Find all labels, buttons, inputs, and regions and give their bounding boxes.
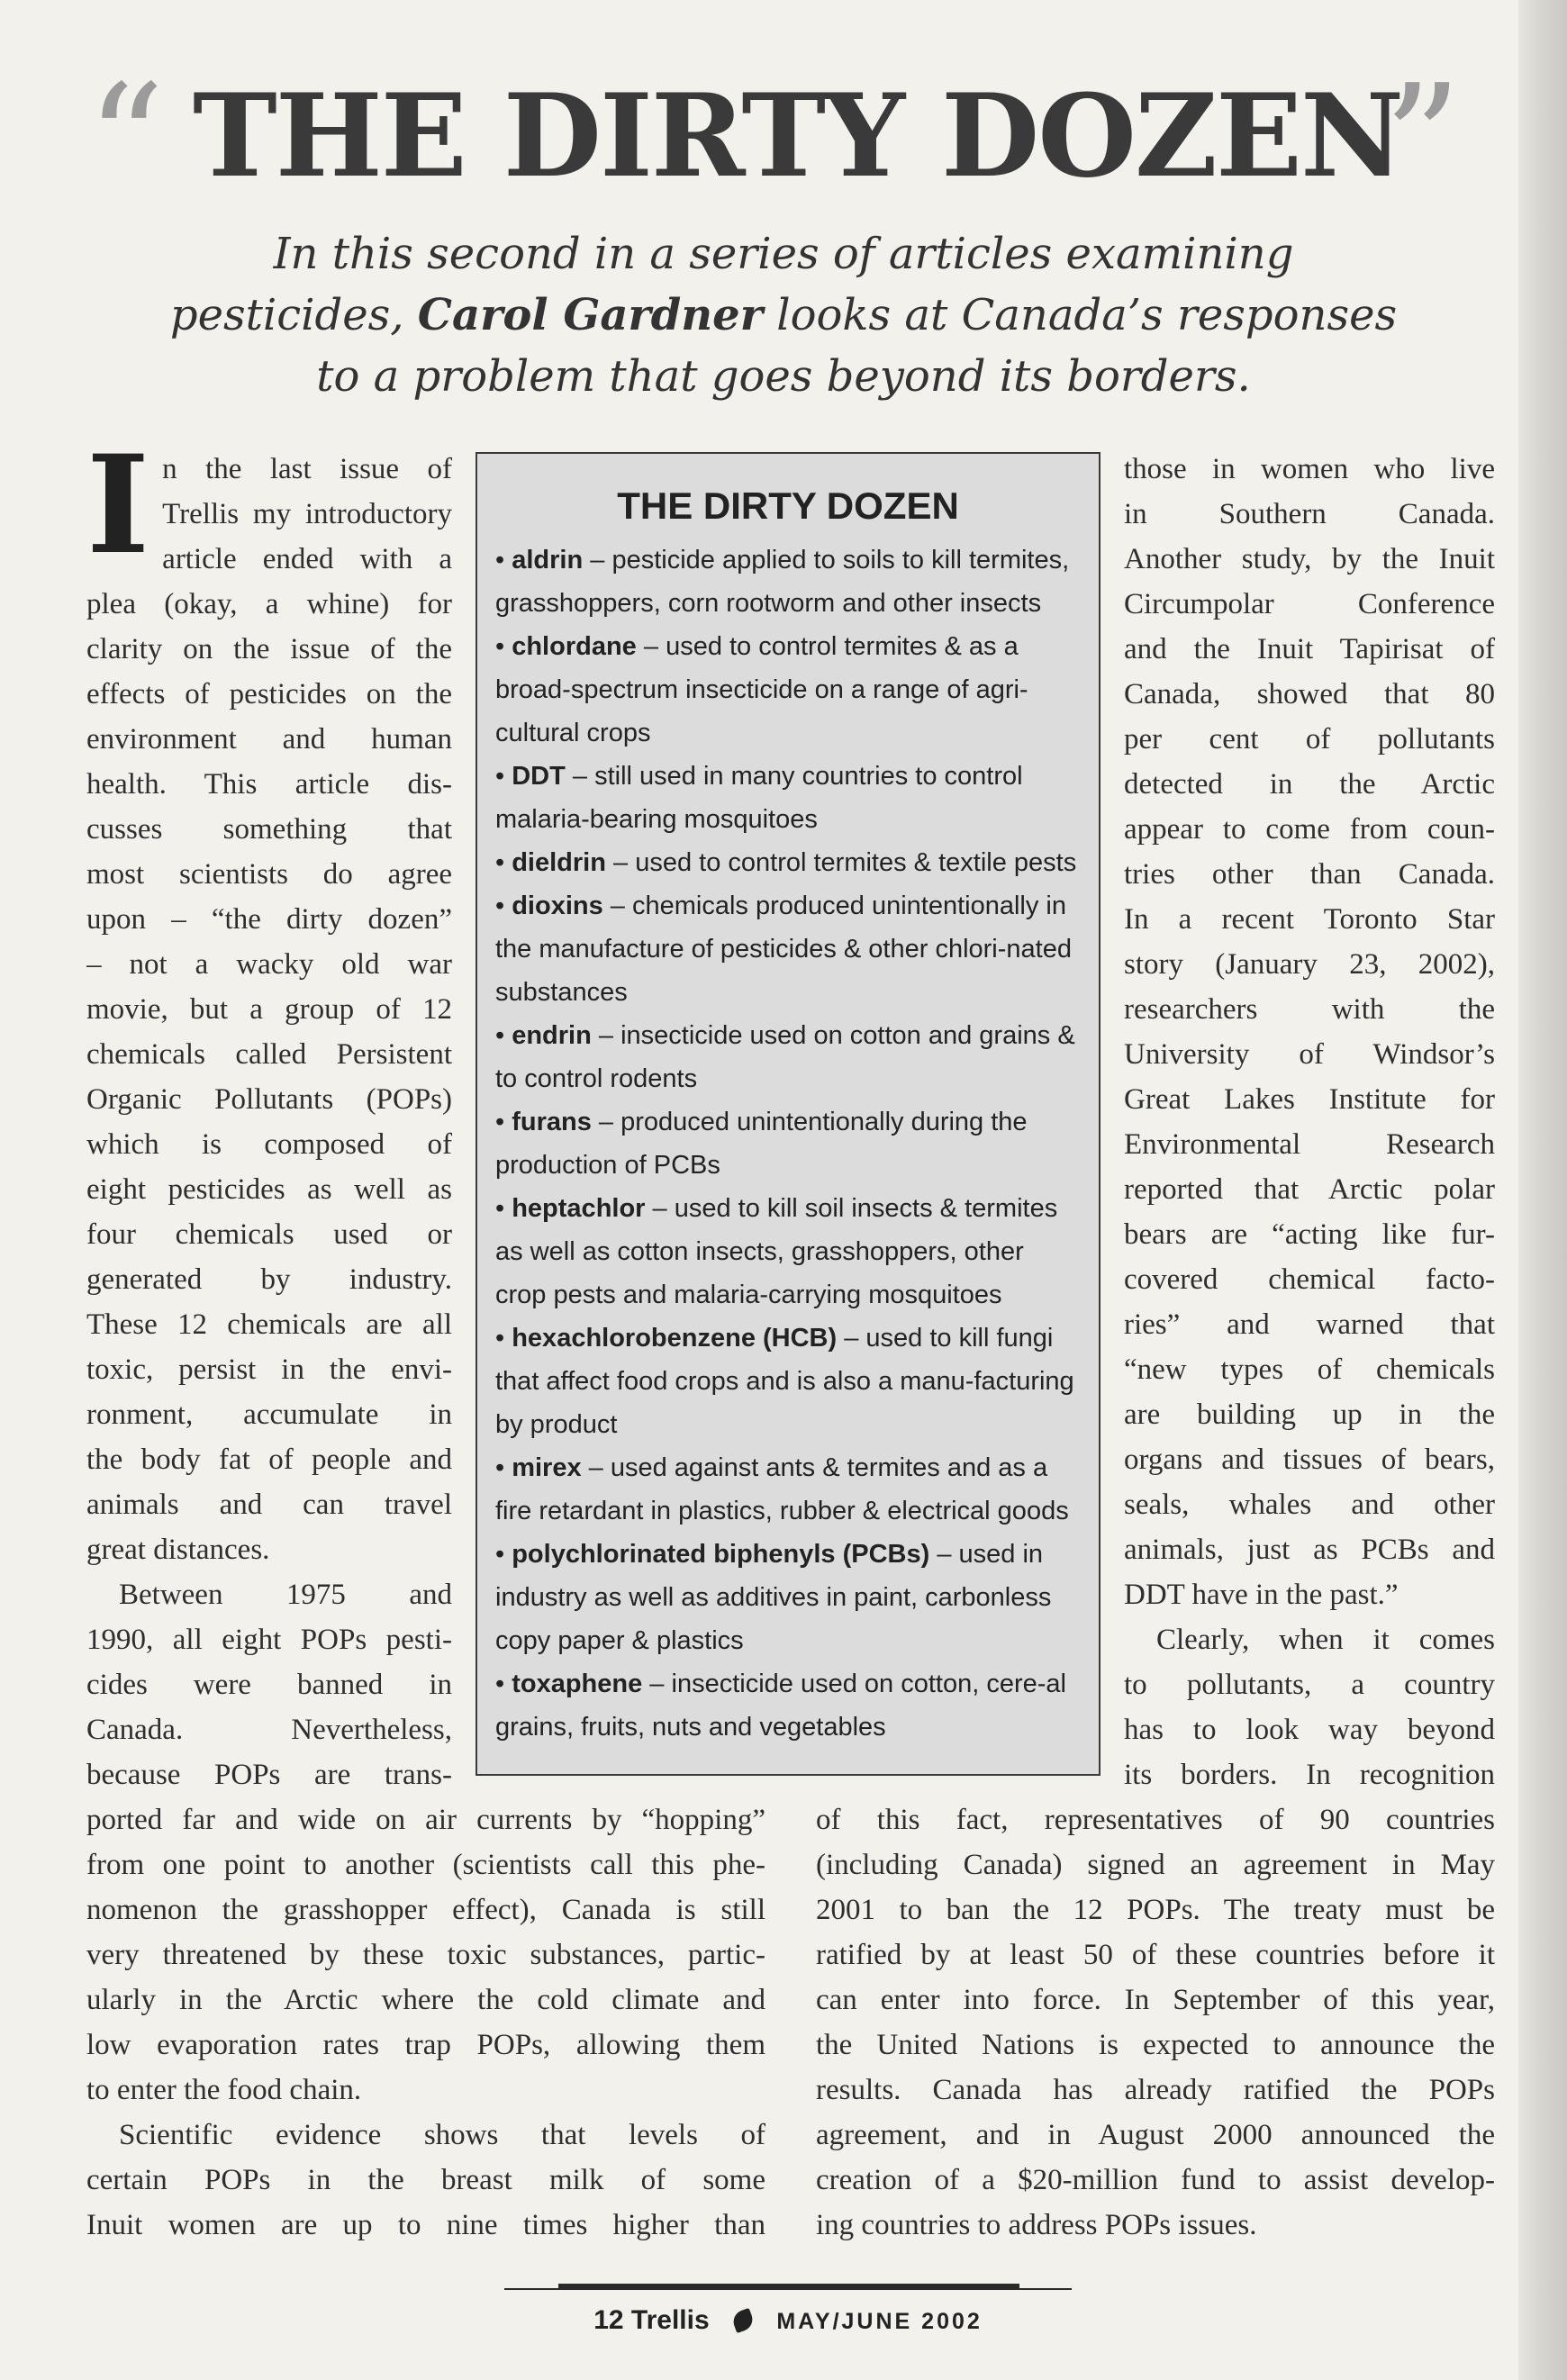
article-column-1 [86,426,452,1797]
dash: – [642,1670,672,1698]
sidebar-title: THE DIRTY DOZEN [617,484,959,527]
text-line: 1990, all eight POPs pesti- [86,1624,452,1656]
text-line: toxic, persist in the envi- [86,1353,452,1386]
text-line: DDT have in the past.” [1124,1579,1399,1611]
chemical-name: chlordane [512,632,637,661]
text-line: appear to come from coun- [1124,813,1495,846]
sidebar-item [495,841,1081,884]
text-line: University of Windsor’s [1124,1038,1495,1071]
text-line: tries other than Canada. [1124,858,1495,891]
dash: – [581,1453,611,1482]
bullet-icon: • [495,1540,512,1569]
text-line: ported far and wide on air currents by “hopping” [86,1804,765,1836]
article-column-1-lower [86,1797,765,2248]
paragraph-3-continued [1124,447,1495,1617]
text-line: has to look way beyond [1124,1714,1495,1746]
open-quote-mark: “ [86,52,165,231]
text-line: organs and tissues of bears, [1124,1443,1495,1476]
text-line: These 12 chemicals are all [86,1308,452,1341]
chemical-name: polychlorinated biphenyls (PCBs) [512,1540,930,1569]
chemical-description: used to kill soil insects & termites as well as cotton insects, grasshoppers, other crop pests and malaria-carrying mosquitoes [495,1194,1058,1309]
text-line: and the Inuit Tapirisat of [1124,633,1495,665]
chemical-name: mirex [512,1453,582,1482]
dirty-dozen-sidebar [476,452,1101,1776]
article-column-3-lower [816,1797,1495,2248]
text-line: of this fact, representatives of 90 countries [816,1804,1495,1836]
bullet-icon: • [495,1108,512,1136]
text-line: Great Lakes Institute for [1124,1083,1495,1116]
article-column-3 [1124,447,1495,1797]
text-line: Another study, by the Inuit [1124,543,1495,575]
author-name: Carol Gardner [417,290,764,340]
text-line: which is composed of [86,1128,452,1161]
text-line: nomenon the grasshopper effect), Canada is still [86,1894,765,1926]
text-line: upon – “the dirty dozen” [86,903,452,936]
text-line: its borders. In recognition [1124,1759,1495,1791]
dash: – [929,1540,959,1569]
text-line: to enter the food chain. [86,2074,362,2106]
text-line: environment and human [86,723,452,756]
text-line: in Southern Canada. [1124,498,1495,530]
text-line: ratified by at least 50 of these countries before it [816,1939,1495,1971]
text-line: creation of a $20-million fund to assist develop- [816,2164,1495,2196]
bullet-icon: • [495,848,512,877]
dash: – [583,546,612,575]
text-line: great distances. [86,1534,270,1566]
text-line: movie, but a group of 12 [86,993,452,1026]
text-line: (including Canada) signed an agreement in May [816,1849,1495,1881]
text-line: agreement, and in August 2000 announced the [816,2119,1495,2151]
text-line: low evaporation rates trap POPs, allowing them [86,2029,765,2061]
chemical-description: used against ants & termites and as a fire retardant in plastics, rubber & electrical goods [495,1453,1069,1525]
text-line: Between 1975 and [119,1579,452,1611]
chemical-description: insecticide used on cotton, cere-al grains, fruits, nuts and vegetables [495,1670,1066,1742]
chemical-description: used to control termites & textile pests [635,848,1077,877]
bullet-icon: • [495,546,512,575]
chemical-description: produced unintentionally during the production of PCBs [495,1108,1028,1180]
text-line: bears are “acting like fur- [1124,1218,1495,1251]
chemical-name: dioxins [512,891,603,920]
text-line: eight pesticides as well as [86,1173,452,1206]
text-line: Trellis my introductory [162,498,452,530]
deck [108,223,1459,407]
dash: – [645,1194,675,1223]
dash: – [605,848,636,877]
dash: – [602,891,632,920]
text-line: “new types of chemicals [1124,1353,1495,1386]
text-line: ronment, accumulate in [86,1398,452,1431]
text-line: can enter into force. In September of this year, [816,1984,1495,2016]
text-line: because POPs are trans- [86,1759,452,1791]
text-line: plea (okay, a whine) for [86,588,452,620]
text-line: are building up in the [1124,1398,1495,1431]
text-line: ries” and warned that [1124,1308,1495,1341]
text-line: reported that Arctic polar [1124,1173,1495,1206]
bullet-icon: • [495,1194,512,1223]
chemical-name: dieldrin [512,848,606,877]
dash: – [591,1108,621,1136]
text-line: Scientific evidence shows that levels of [119,2119,765,2151]
sidebar-item [495,755,1081,841]
text-line: animals, just as PCBs and [1124,1534,1495,1566]
text-line: Circumpolar Conference [1124,588,1495,620]
publication-name: Trellis [630,2305,710,2335]
text-line: most scientists do agree [86,858,452,891]
text-line: Inuit women are up to nine times higher than [86,2209,765,2241]
page-footer [504,2305,1072,2336]
text-line: effects of pesticides on the [86,678,452,710]
dash: – [636,632,666,661]
text-line: certain POPs in the breast milk of some [86,2164,765,2196]
bullet-icon: • [495,1453,512,1482]
chemical-name: heptachlor [512,1194,646,1223]
paragraph-4-continued [816,1797,1495,2248]
footer-rule-bold [558,2284,1019,2289]
sidebar-item [495,884,1081,1014]
sidebar-item [495,1662,1081,1749]
chemical-name: DDT [512,762,566,791]
text-line: – not a wacky old war [86,948,452,981]
chemical-description: still used in many countries to control malaria-bearing mosquitoes [495,762,1023,834]
chemical-name: hexachlorobenzene (HCB) [512,1324,838,1353]
bullet-icon: • [495,891,512,920]
text-line: detected in the Arctic [1124,768,1495,801]
text-line: ularly in the Arctic where the cold climate and [86,1984,765,2016]
text-line: clarity on the issue of the [86,633,452,665]
bullet-icon: • [495,1021,512,1050]
chemical-name: furans [512,1108,592,1136]
text-line: those in women who live [1124,453,1495,485]
close-quote-mark: ” [1383,52,1462,231]
text-line: covered chemical facto- [1124,1263,1495,1296]
text-line: health. This article dis- [86,768,452,801]
paragraph-4 [1124,1617,1495,1797]
leaf-icon [730,2308,756,2333]
issue-date: MAY/JUNE 2002 [776,2309,983,2334]
deck-text: pesticides, [169,290,404,340]
text-line: Environmental Research [1124,1128,1495,1161]
text-line: In a recent Toronto Star [1124,903,1495,936]
dash: – [565,762,595,791]
text-line: Organic Pollutants (POPs) [86,1083,452,1116]
chemical-description: used in industry as well as additives in paint, carbonless copy paper & plastics [495,1540,1052,1655]
dash: – [591,1021,621,1050]
text-line: the United Nations is expected to announce the [816,2029,1495,2061]
deck-line-1: In this second in a series of articles examining [273,229,1294,279]
text-line: cusses something that [86,813,452,846]
chemical-name: toxaphene [512,1670,643,1698]
text-line: Clearly, when it comes [1156,1624,1495,1656]
sidebar-item [495,1446,1081,1533]
sidebar-item [495,1533,1081,1662]
text-line: Canada. Nevertheless, [86,1714,452,1746]
text-line: n the last issue of [162,453,452,485]
text-line: 2001 to ban the 12 POPs. The treaty must be [816,1894,1495,1926]
bullet-icon: • [495,762,512,791]
chemical-description: pesticide applied to soils to kill termites, grasshoppers, corn rootworm and other insects [495,546,1070,618]
text-line: chemicals called Persistent [86,1038,452,1071]
sidebar-item [495,1187,1081,1317]
sidebar-item [495,1100,1081,1187]
bullet-icon: • [495,1324,512,1353]
dash: – [837,1324,866,1353]
text-line: per cent of pollutants [1124,723,1495,756]
paragraph-2-continued [86,1797,765,2113]
sidebar-item [495,538,1081,625]
paragraph-3 [86,2113,765,2248]
page-title: THE DIRTY DOZEN [193,69,1403,203]
bullet-icon: • [495,632,512,661]
chemical-description: used to kill fungi that affect food crops and is also a manu-facturing by product [495,1324,1074,1439]
text-line: very threatened by these toxic substances, partic- [86,1939,765,1971]
deck-line-3: to a problem that goes beyond its borders. [316,351,1251,402]
text-line: the body fat of people and [86,1443,452,1476]
chemical-name: aldrin [512,546,584,575]
paragraph-2 [86,1572,452,1797]
text-line: results. Canada has already ratified the POPs [816,2074,1495,2106]
text-line: story (January 23, 2002), [1124,948,1495,981]
text-line: Canada, showed that 80 [1124,678,1495,710]
text-line: from one point to another (scientists call this phe- [86,1849,765,1881]
text-line: to pollutants, a country [1124,1669,1495,1701]
text-line: ing countries to address POPs issues. [816,2209,1257,2241]
sidebar-list [495,538,1081,1749]
chemical-description: used to control termites & as a broad-spectrum insecticide on a range of agri-cultural crops [495,632,1028,747]
text-line: animals and can travel [86,1489,452,1521]
text-line: cides were banned in [86,1669,452,1701]
chemical-description: insecticide used on cotton and grains & to control rodents [495,1021,1075,1093]
bullet-icon: • [495,1670,512,1698]
sidebar-item [495,625,1081,755]
page-number: 12 [593,2305,624,2335]
deck-text: looks at Canada’s responses [776,290,1398,340]
text-line: generated by industry. [86,1263,452,1296]
deck-line-2 [108,285,1459,346]
page-edge-shadow [1518,0,1567,2380]
chemical-description: chemicals produced unintentionally in the manufacture of pesticides & other chlori-nated substances [495,891,1072,1007]
sidebar-item [495,1317,1081,1446]
sidebar-item [495,1014,1081,1100]
text-line: researchers with the [1124,993,1495,1026]
text-line: four chemicals used or [86,1218,452,1251]
chemical-name: endrin [512,1021,592,1050]
text-line: seals, whales and other [1124,1489,1495,1521]
text-line: article ended with a [162,543,452,575]
drop-cap: I [86,426,150,584]
paragraph-1 [86,426,452,1572]
headline [86,52,1509,231]
